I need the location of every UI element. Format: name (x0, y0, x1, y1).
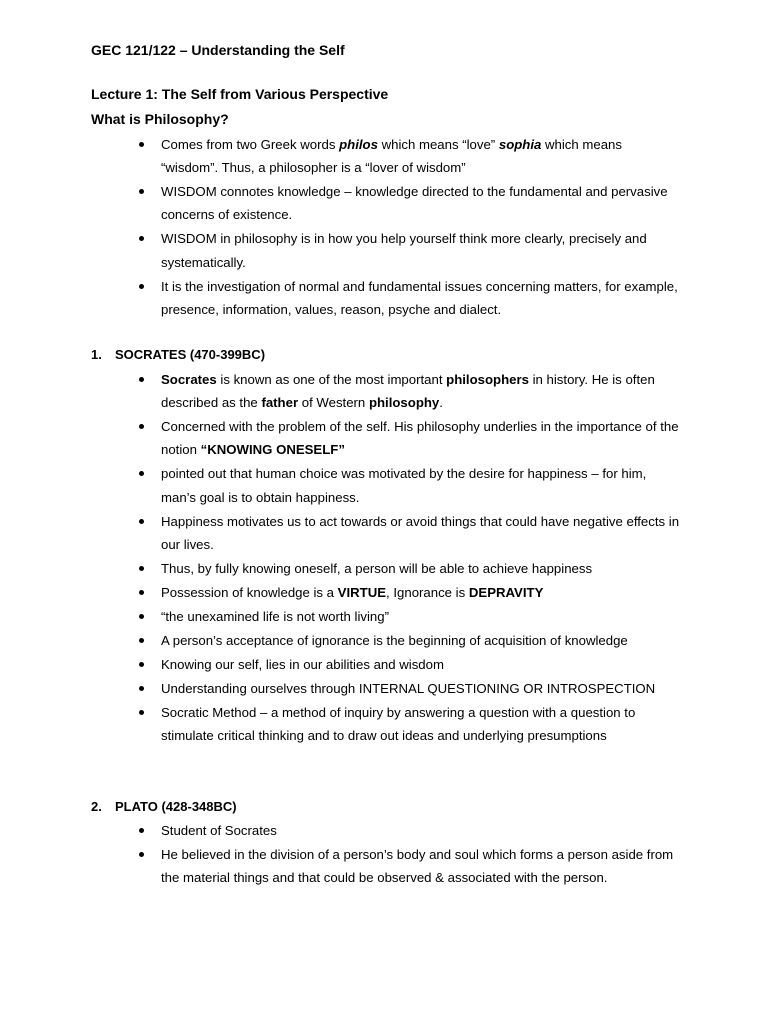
bullet-icon (139, 852, 144, 857)
list-item: Comes from two Greek words philos which means “love” sophia which means “wisdom”. Thus, a philosopher is a “lover of wisdom” (0, 133, 681, 179)
section-heading-socrates (91, 346, 265, 364)
bullet-icon (139, 662, 144, 667)
list-item: pointed out that human choice was motivated by the desire for happiness – for him, man’s goal is to obtain happiness. (0, 462, 681, 508)
list-item: Knowing our self, lies in our abilities and wisdom (0, 653, 681, 676)
course-title: GEC 121/122 – Understanding the Self (91, 42, 345, 58)
bullet-icon (139, 424, 144, 429)
bullet-icon (139, 142, 144, 147)
bullet-icon (139, 590, 144, 595)
bullet-icon (139, 471, 144, 476)
list-item: Socratic Method – a method of inquiry by answering a question with a question to stimulate critical thinking and to draw out ideas and underlying presumptions (0, 701, 681, 747)
list-item: Student of Socrates (0, 819, 681, 842)
bullet-icon (139, 638, 144, 643)
list-item: He believed in the division of a person’s body and soul which forms a person aside from the material things and that could be observed & associated with the person. (0, 843, 681, 889)
section-title: SOCRATES (470-399BC) (115, 347, 266, 362)
section-number: 2. (91, 799, 102, 814)
bullet-icon (139, 686, 144, 691)
bullet-icon (139, 566, 144, 571)
bullet-icon (139, 284, 144, 289)
philosophy-bullet-list (0, 133, 681, 322)
lecture-title: Lecture 1: The Self from Various Perspective (91, 86, 389, 102)
bullet-icon (139, 614, 144, 619)
list-item: A person’s acceptance of ignorance is the beginning of acquisition of knowledge (0, 629, 681, 652)
list-item: It is the investigation of normal and fundamental issues concerning matters, for example, presence, information, values, reason, psyche and dialect. (0, 275, 681, 321)
list-item: Happiness motivates us to act towards or avoid things that could have negative effects in our lives. (0, 510, 681, 556)
list-item: Thus, by fully knowing oneself, a person will be able to achieve happiness (0, 557, 681, 580)
bullet-icon (139, 189, 144, 194)
list-item: Socrates is known as one of the most important philosophers in history. He is often described as the father of Western philosophy. (0, 368, 681, 414)
list-item: Possession of knowledge is a VIRTUE, Ignorance is DEPRAVITY (0, 581, 681, 604)
bullet-icon (139, 519, 144, 524)
list-item: WISDOM connotes knowledge – knowledge directed to the fundamental and pervasive concerns of existence. (0, 180, 681, 226)
section-heading-plato (91, 798, 237, 816)
list-item: Understanding ourselves through INTERNAL QUESTIONING OR INTROSPECTION (0, 677, 681, 700)
list-item: “the unexamined life is not worth living” (0, 605, 681, 628)
section-title: PLATO (428-348BC) (115, 799, 237, 814)
plato-bullet-list (0, 819, 681, 890)
section-number: 1. (91, 347, 102, 362)
bullet-icon (139, 710, 144, 715)
list-item: WISDOM in philosophy is in how you help yourself think more clearly, precisely and systematically. (0, 227, 681, 273)
socrates-bullet-list (0, 368, 681, 748)
bullet-icon (139, 236, 144, 241)
term-philos: philos (339, 137, 378, 152)
bullet-icon (139, 377, 144, 382)
term-sophia: sophia (498, 137, 542, 152)
bullet-icon (139, 828, 144, 833)
list-item: Concerned with the problem of the self. His philosophy underlies in the importance of the notion “KNOWING ONESELF” (0, 415, 681, 461)
section-question-what-is-philosophy: What is Philosophy? (91, 111, 229, 127)
